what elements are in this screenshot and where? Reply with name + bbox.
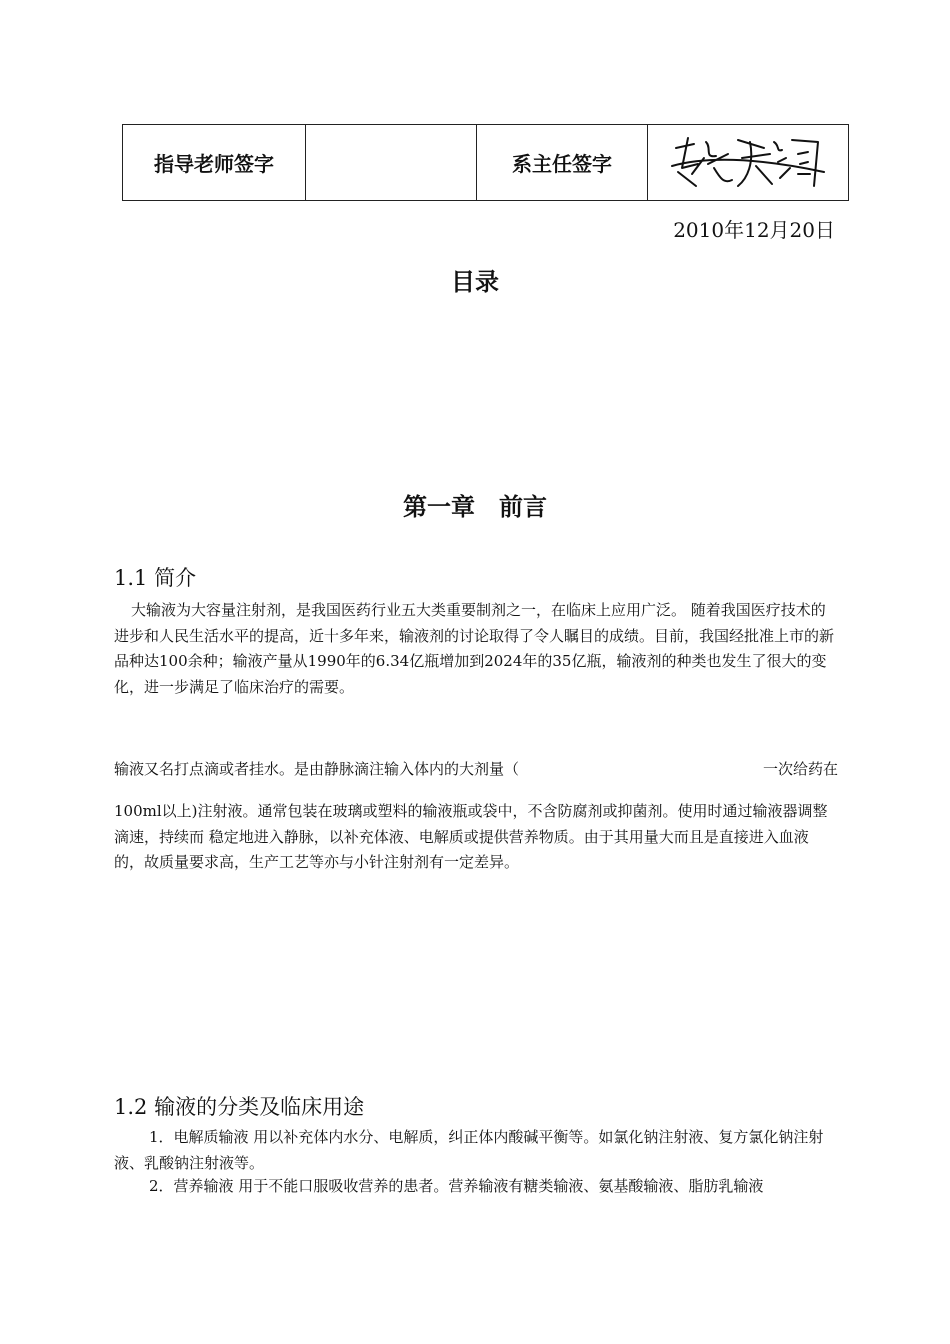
director-signature-cell xyxy=(648,125,849,201)
classification-item-2: 2．营养输液 用于不能口服吸收营养的患者。营养输液有糖类输液、氨基酸输液、脂肪乳输液 xyxy=(149,1177,764,1195)
section-1-1-paragraph: 大输液为大容量注射剂，是我国医药行业五大类重要制剂之一，在临床上应用广泛。 随着我国医疗技术的进步和人民生活水平的提高，近十多年来，输液剂的讨论取得了令人瞩目的成绩。目前，我国经批准上市的新品种达100余种；输液产量从1990年的6.34亿瓶增加到2024年的35亿瓶，输液剂的种类也发生了很大的变化，进一步满足了临床治疗的需要。 xyxy=(114,601,835,696)
classification-item-1: 1．电解质输液 用以补充体内水分、电解质，纠正体内酸碱平衡等。如氯化钠注射液、复方氯化钠注射液、乳酸钠注射液等。 xyxy=(114,1128,824,1172)
chapter-title: 第一章 前言 xyxy=(403,493,547,521)
director-signature-label: 系主任签字 xyxy=(477,125,648,201)
section-1-2-heading: 1.2 输液的分类及临床用途 xyxy=(114,1095,365,1119)
section-1-1-heading: 1.1 简介 xyxy=(114,566,197,590)
signature-table xyxy=(122,124,849,201)
toc-title: 目录 xyxy=(451,268,499,296)
handwritten-signature xyxy=(668,128,828,194)
infusion-definition-paragraph: 100ml以上)注射液。通常包装在玻璃或塑料的输液瓶或袋中，不含防腐剂或抑菌剂。使用时通过输液器调整滴速，持续而 稳定地进入静脉，以补充体液、电解质或提供营养物质。由于其用量大而且是直接进入血液的，故质量要求高，生产工艺等亦与小针注射剂有一定差异。 xyxy=(114,802,828,871)
advisor-signature-label: 指导老师签字 xyxy=(123,125,306,201)
infusion-definition-left: 输液又名打点滴或者挂水。是由静脉滴注输入体内的大剂量（ xyxy=(114,760,520,778)
date: 2010年12月20日 xyxy=(673,218,835,242)
infusion-definition-right: 一次给药在 xyxy=(762,760,838,778)
advisor-signature-cell xyxy=(306,125,477,201)
infusion-definition-line1 xyxy=(114,757,838,782)
